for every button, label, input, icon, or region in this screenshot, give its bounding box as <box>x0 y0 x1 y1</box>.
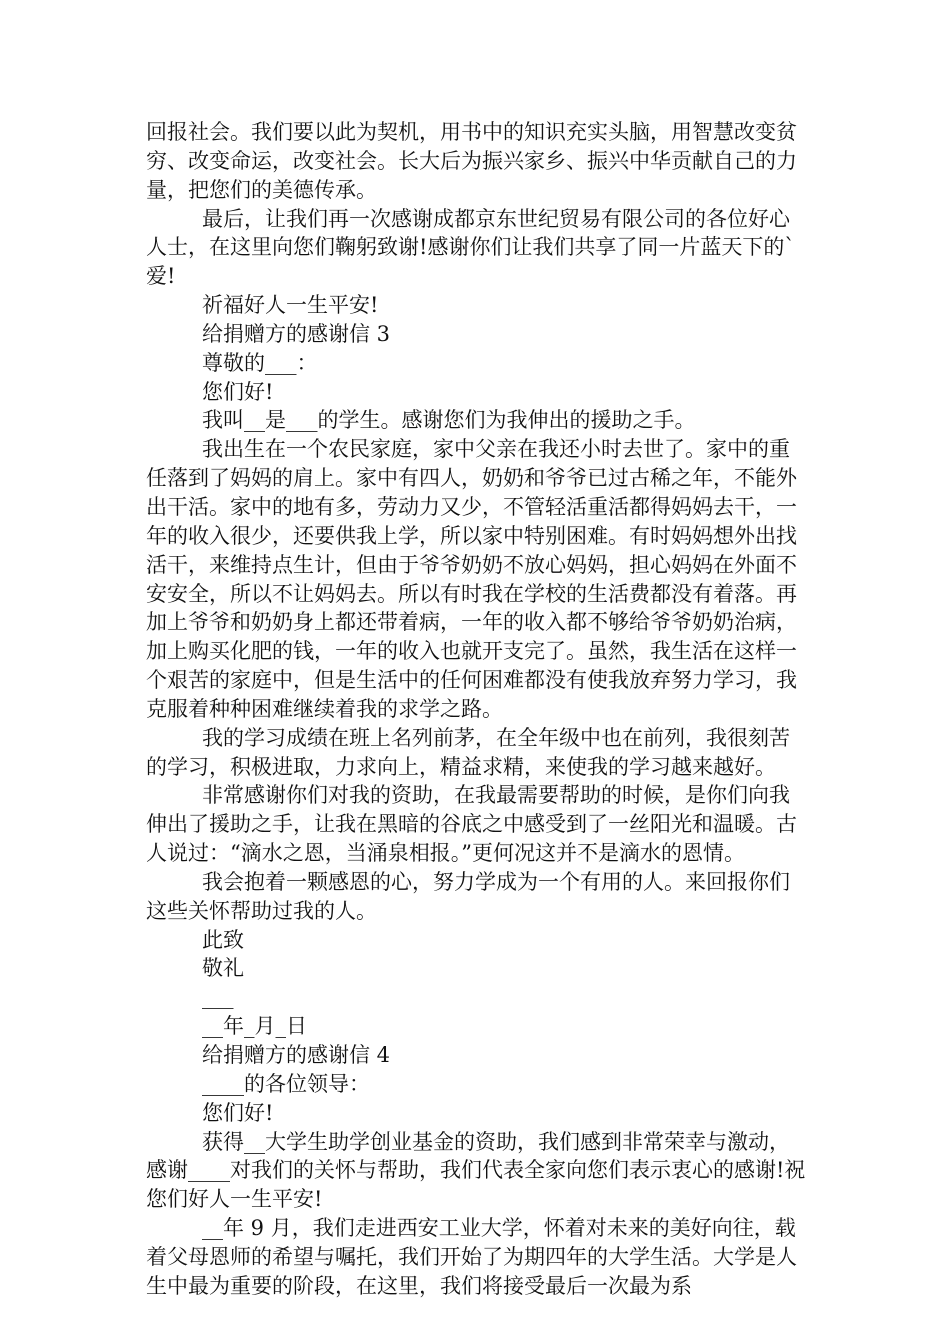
paragraph-2: 最后，让我们再一次感谢成都京东世纪贸易有限公司的各位好心人士，在这里向您们鞠躬致谢!感谢你们让我们共享了同一片蓝天下的`爱! <box>146 206 795 289</box>
paragraph-3: 祈福好人一生平安! <box>202 293 379 318</box>
letter-4-greeting: 您们好! <box>202 1100 274 1125</box>
paragraph-8: 我出生在一个农民家庭，家中父亲在我还小时去世了。家中的重任落到了妈妈的肩上。家中有四人，奶奶和爷爷已过古稀之年，不能外出干活。家中的地有多，劳动力又少，不管轻活重活都得妈妈去干，一年的收入很少，还要供我上学，所以家中特别困难。有时妈妈想外出找活干，来维持点生计，但由于爷爷奶奶不放心妈妈，担心妈妈在外面不安安全，所以不让妈妈去。所以有时我在学校的生活费都没有着落。再加上爷爷和奶奶身上都还带着病，一年的收入都不够给爷爷奶奶治病，加上购买化肥的钱，一年的收入也就开支完了。虽然，我生活在这样一个艰苦的家庭中，但是生活中的任何困难都没有使我放弃努力学习，我克服着种种困难继续着我的求学之路。 <box>146 437 797 721</box>
date-line: __年_月_日 <box>202 1014 307 1039</box>
paragraph-19: 获得__大学生助学创业基金的资助，我们感到非常荣幸与激动，感谢____对我们的关怀与帮助，我们代表全家向您们表示衷心的感谢!祝您们好人一生平安! <box>146 1129 806 1212</box>
letter-3-title: 给捐赠方的感谢信 3 <box>202 321 391 346</box>
paragraph-11: 我会抱着一颗感恩的心，努力学成为一个有用的人。来回报你们这些关怀帮助过我的人。 <box>146 869 790 923</box>
signature-line: ___ <box>202 985 234 1010</box>
letter-3-salutation: 尊敬的___： <box>202 350 318 375</box>
document-page <box>146 118 810 1301</box>
paragraph-7: 我叫__是___的学生。感谢您们为我伸出的援助之手。 <box>202 408 696 433</box>
paragraph-1: 回报社会。我们要以此为契机，用书中的知识充实头脑，用智慧改变贫穷、改变命运，改变社会。长大后为振兴家乡、振兴中华贡献自己的力量，把您们的美德传承。 <box>146 120 797 202</box>
paragraph-20: __年 9 月，我们走进西安工业大学，怀着对未来的美好向往，载着父母恩师的希望与嘱托，我们开始了为期四年的大学生活。大学是人生中最为重要的阶段，在这里，我们将接受最后一次最为系 <box>146 1216 797 1298</box>
letter-4-title: 给捐赠方的感谢信 4 <box>202 1043 391 1067</box>
letter-4-salutation: ____的各位领导： <box>202 1071 370 1096</box>
letter-3-greeting: 您们好! <box>202 379 274 404</box>
paragraph-10: 非常感谢你们对我的资助，在我最需要帮助的时候，是你们向我伸出了援助之手，让我在黑暗的谷底之中感受到了一丝阳光和温暖。古人说过：“滴水之恩，当涌泉相报。”更何况这并不是滴水的恩情。 <box>146 783 797 866</box>
closing-2: 敬礼 <box>202 956 244 981</box>
closing-1: 此致 <box>202 927 244 952</box>
paragraph-9: 我的学习成绩在班上名列前茅，在全年级中也在前列，我很刻苦的学习，积极进取，力求向上，精益求精，来使我的学习越来越好。 <box>146 725 790 779</box>
